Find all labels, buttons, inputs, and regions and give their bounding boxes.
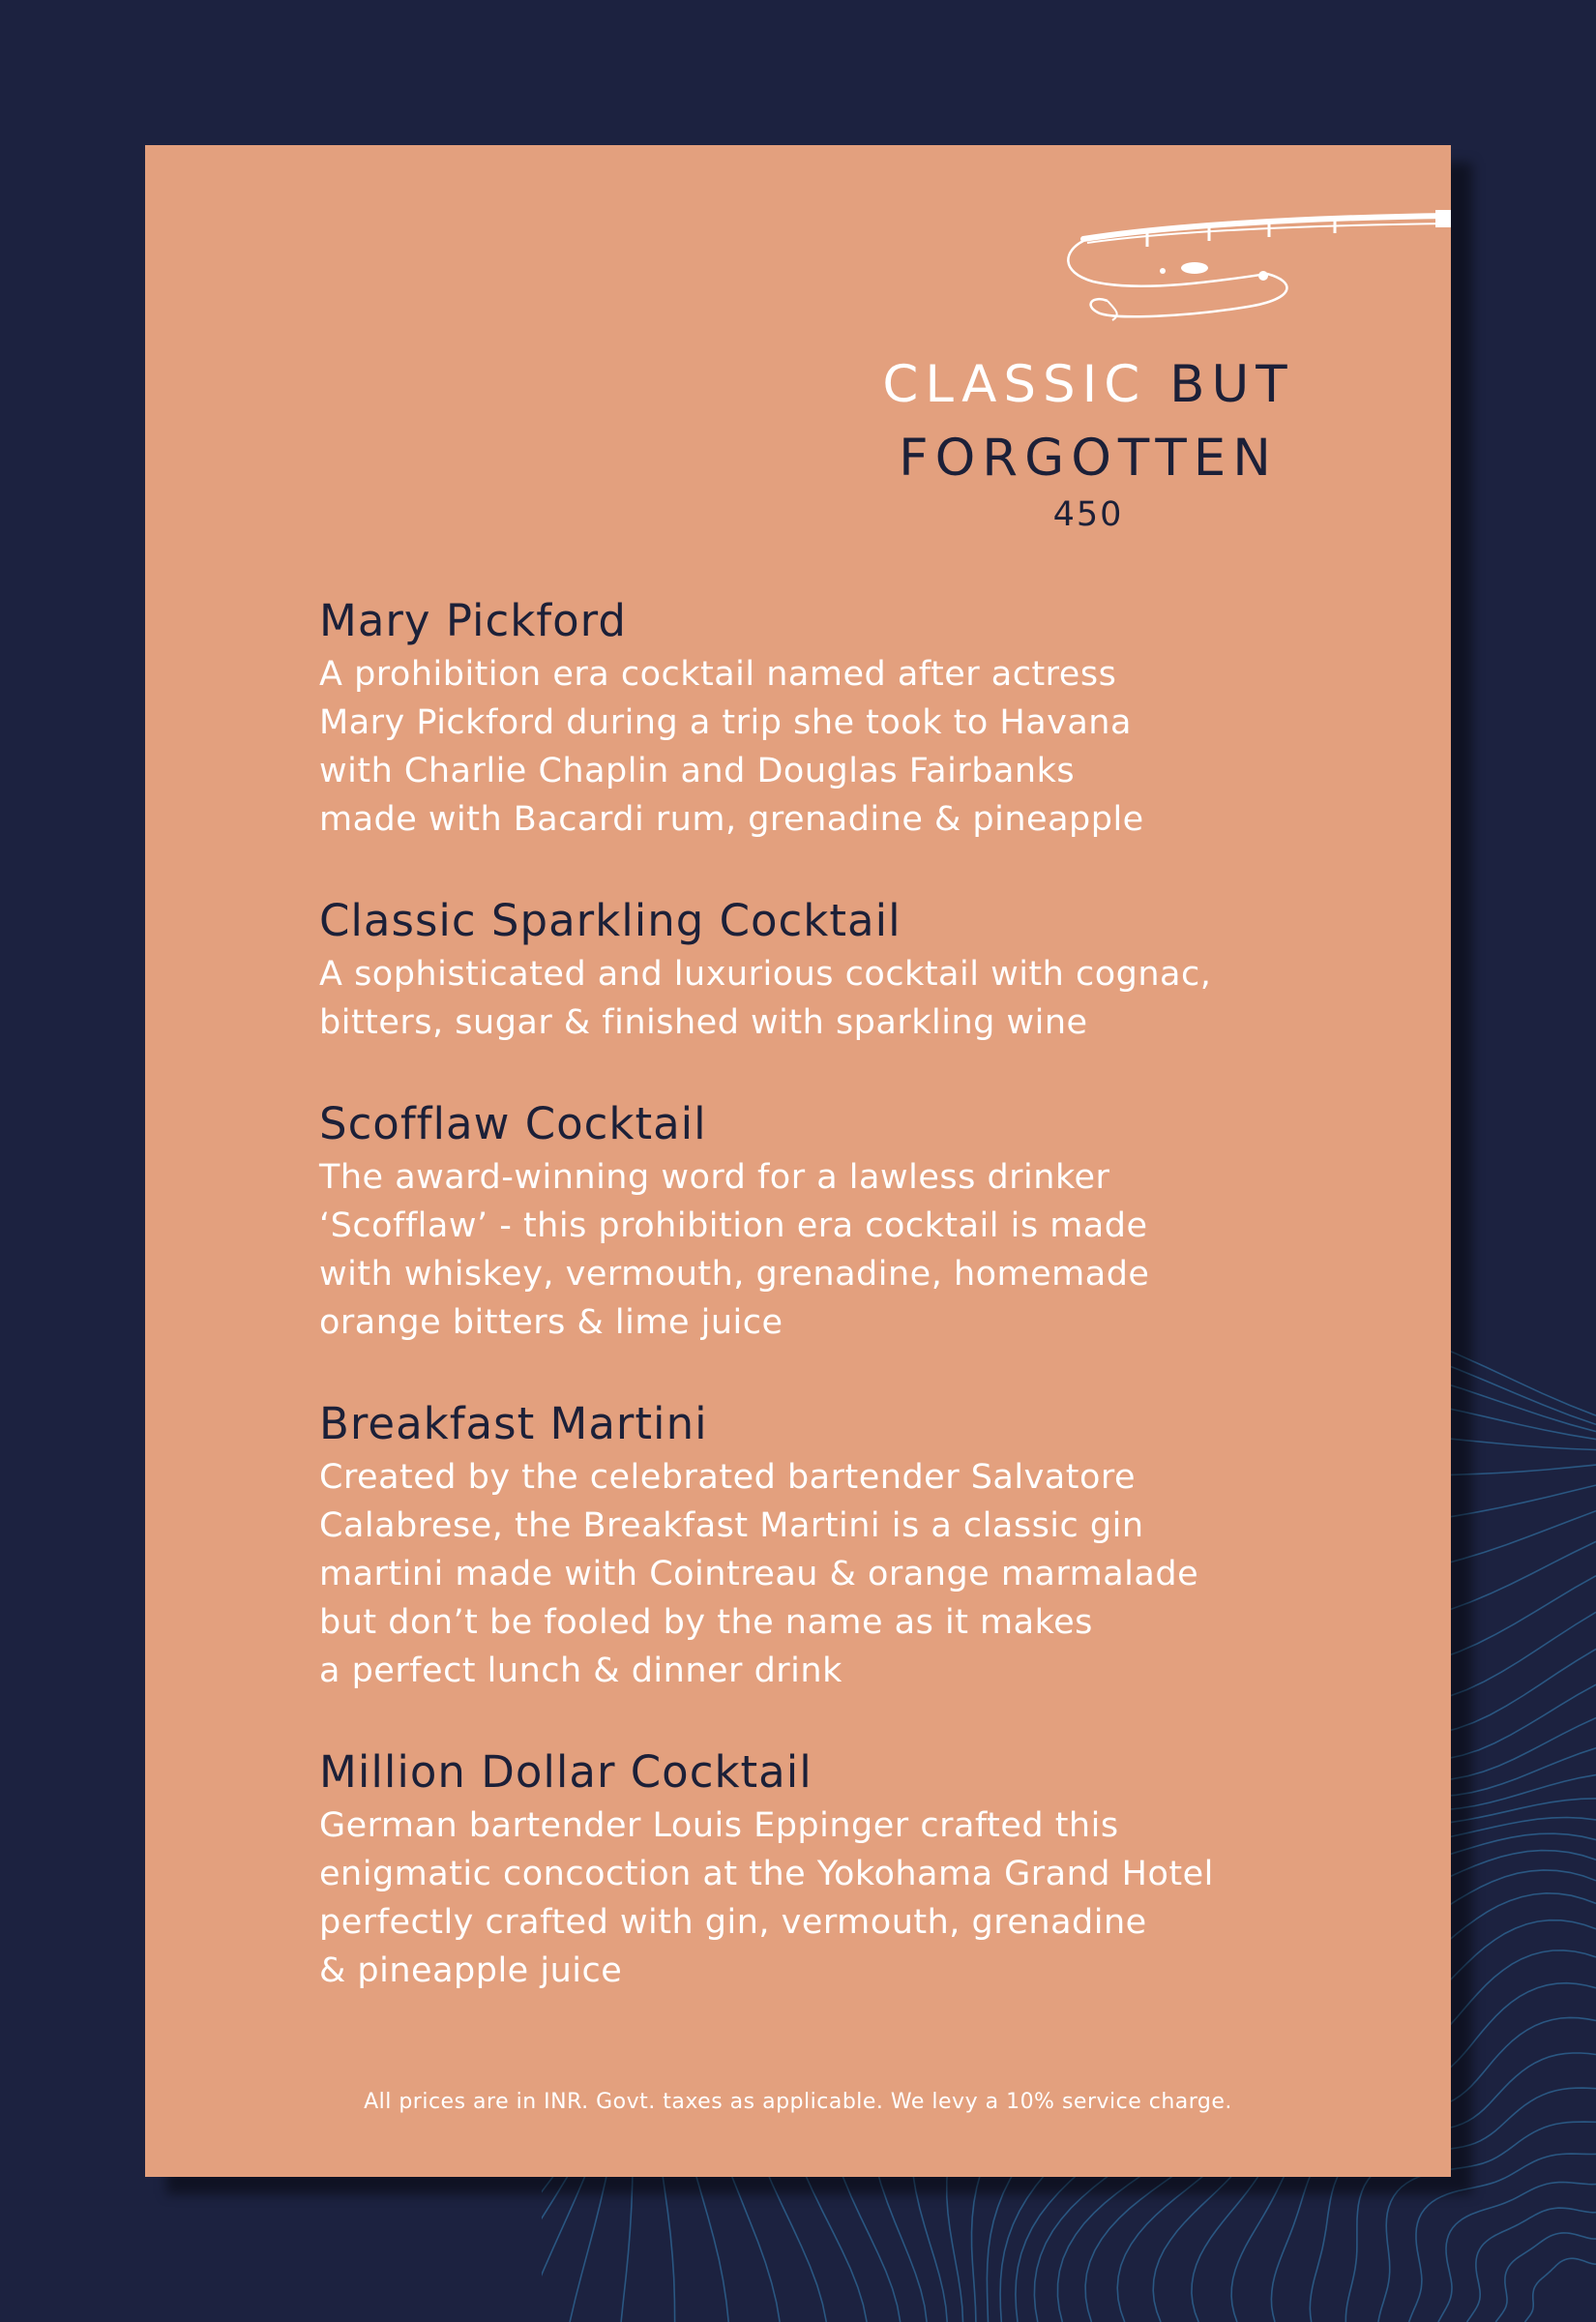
contour-line [1467,2208,1596,2322]
cocktail-name: Breakfast Martini [319,1398,708,1449]
cocktail-item-mary-pickford [319,592,1345,844]
description-line: & pineapple juice [319,1951,623,1990]
cocktail-name: Mary Pickford [319,595,627,646]
cocktail-description [319,1153,1345,1347]
heading-classic: CLASSIC [882,355,1147,414]
description-line: A prohibition era cocktail named after actress [319,655,1117,694]
description-line: perfectly crafted with gin, vermouth, grenadine [319,1903,1147,1942]
description-line: enigmatic concoction at the Yokohama Grand Hotel [319,1855,1214,1893]
description-line: Calabrese, the Breakfast Martini is a classic gin [319,1506,1144,1545]
cocktail-name: Classic Sparkling Cocktail [319,895,901,946]
description-line: A sophisticated and luxurious cocktail with cognac, [319,955,1212,994]
contour-line [1495,2233,1596,2322]
heading-line-1 [842,348,1335,422]
cocktail-item-breakfast-martini [319,1395,1345,1695]
description-line: The award-winning word for a lawless drinker [319,1158,1110,1197]
section-price: 450 [1052,495,1124,534]
menu-heading [842,348,1335,495]
heading-forgotten: FORGOTTEN [899,429,1278,488]
description-line: but don’t be fooled by the name as it makes [319,1603,1093,1642]
description-line: Mary Pickford during a trip she took to Havana [319,703,1132,742]
contour-line [1438,2183,1596,2322]
cocktail-name: Million Dollar Cocktail [319,1746,813,1798]
description-line: bitters, sugar & finished with sparkling wine [319,1003,1088,1042]
heading-but: BUT [1169,355,1294,414]
contour-line [1525,2258,1596,2322]
description-line: orange bitters & lime juice [319,1303,783,1342]
cocktail-description [319,950,1345,1047]
cocktail-item-million-dollar [319,1743,1345,1995]
cocktail-item-classic-sparkling [319,892,1345,1047]
description-line: with whiskey, vermouth, grenadine, homemade [319,1255,1150,1294]
cocktail-item-scofflaw [319,1095,1345,1347]
description-line: Created by the celebrated bartender Salvatore [319,1458,1137,1497]
cocktail-description [319,1801,1345,1995]
cocktail-list [319,592,1345,2043]
description-line: ‘Scofflaw’ - this prohibition era cocktail is made [319,1206,1148,1245]
description-line: made with Bacardi rum, grenadine & pineapple [319,800,1144,839]
description-line: with Charlie Chaplin and Douglas Fairbanks [319,752,1076,790]
footer-note: All prices are in INR. Govt. taxes as applicable. We levy a 10% service charge. [364,2090,1232,2114]
cocktail-description [319,1453,1345,1695]
description-line: German bartender Louis Eppinger crafted this [319,1806,1119,1845]
description-line: martini made with Cointreau & orange marmalade [319,1555,1199,1593]
description-line: a perfect lunch & dinner drink [319,1652,842,1690]
cocktail-name: Scofflaw Cocktail [319,1098,707,1149]
fishing-rod-icon [1054,198,1451,334]
cocktail-description [319,650,1345,844]
